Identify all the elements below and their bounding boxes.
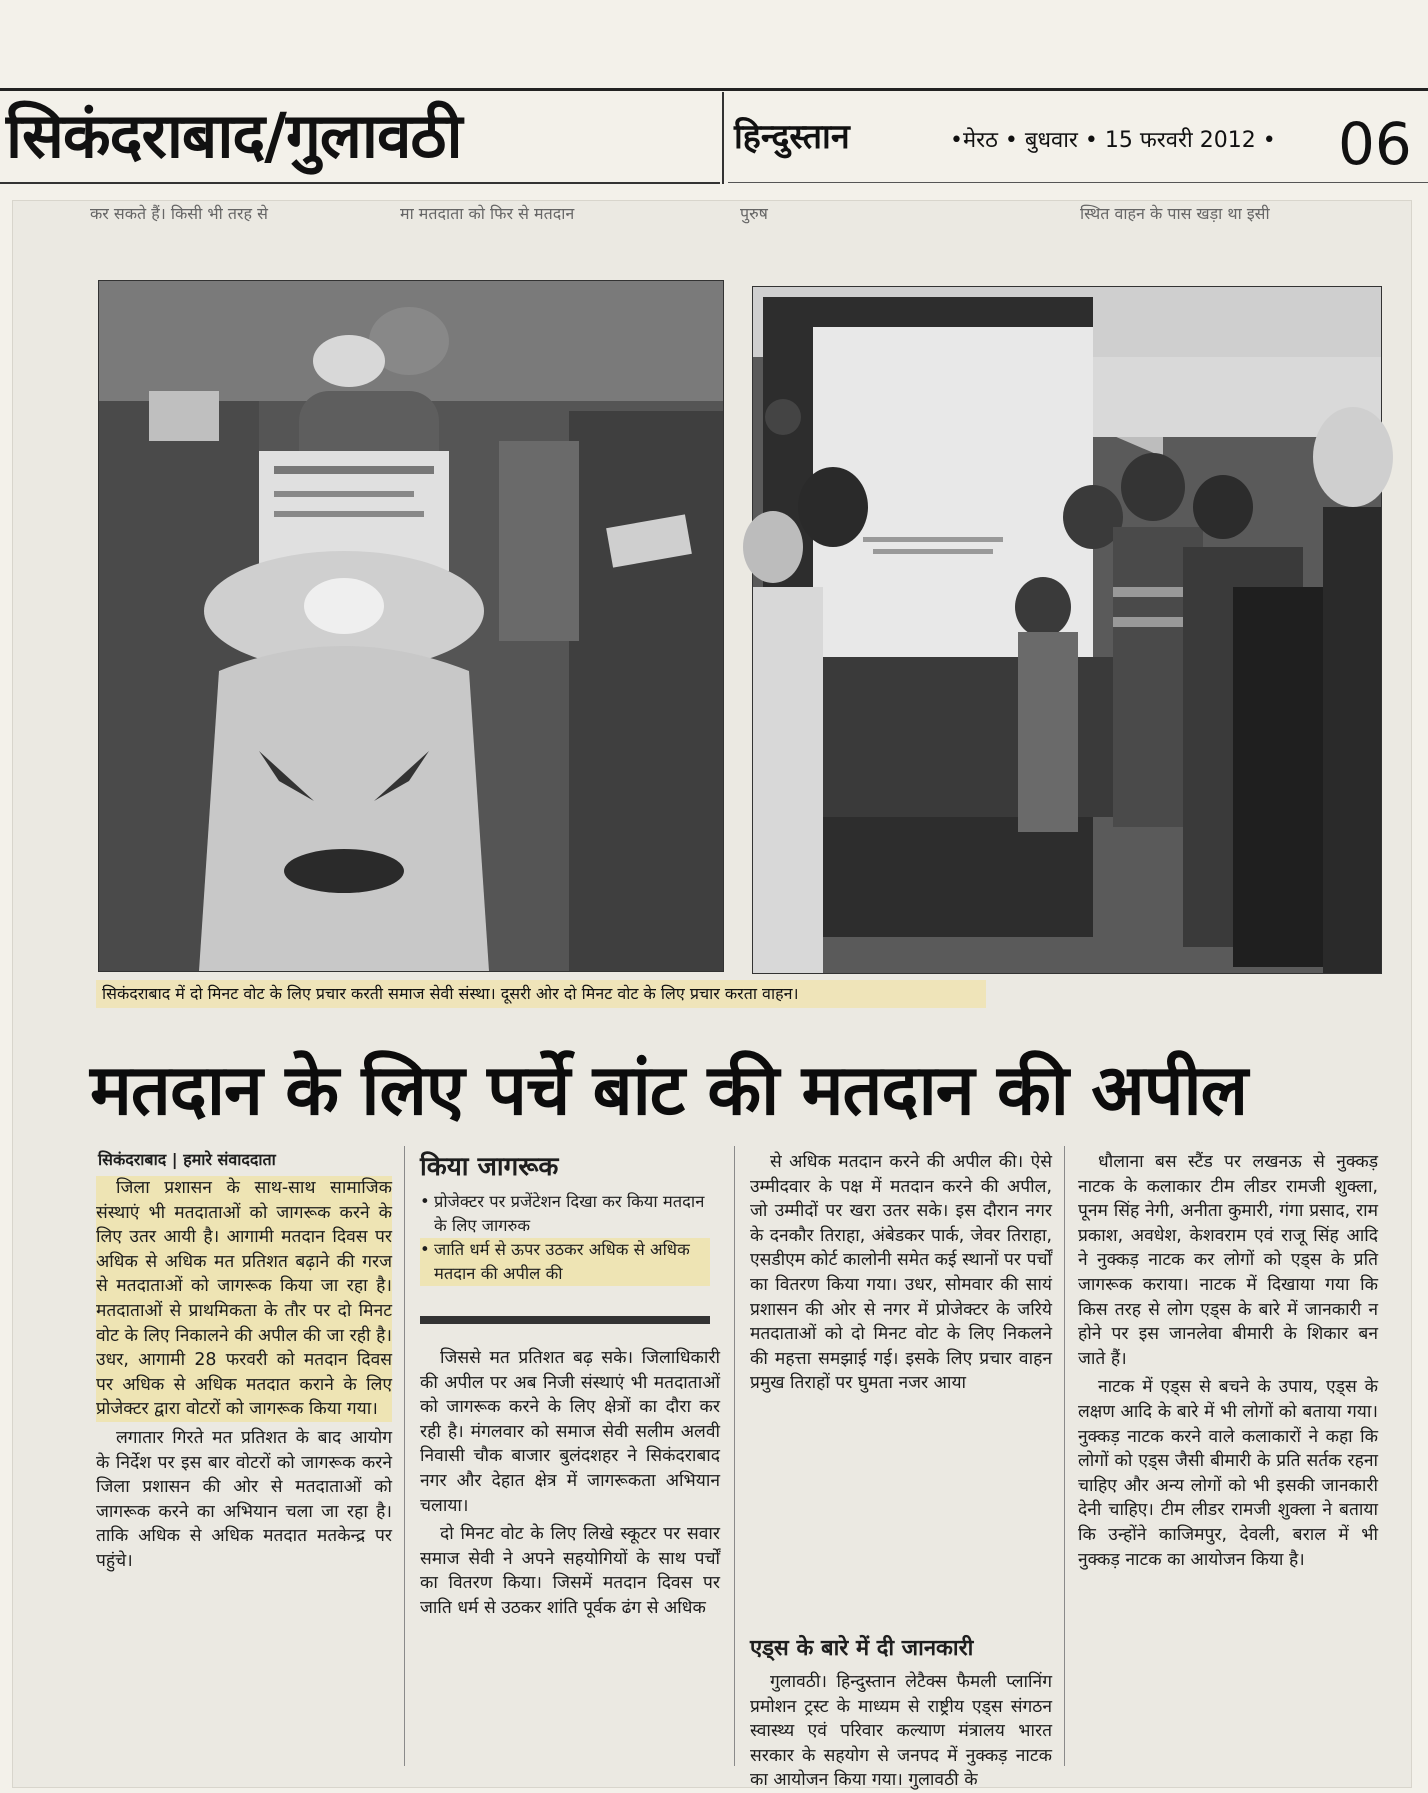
column-divider-2	[734, 1146, 735, 1766]
column-1	[96, 1176, 392, 1776]
photo-scooter-campaign	[98, 280, 724, 972]
col2-paragraph-2: दो मिनट वोट के लिए लिखे स्कूटर पर सवार समाज सेवी ने अपने सहयोगियों के साथ पर्चों का वितरण किया। जिसमें मतदान दिवस पर जाति धर्म से उठकर शांति पूर्वक ढंग से अधिक	[420, 1524, 720, 1618]
col1-paragraph-1: जिला प्रशासन के साथ-साथ सामाजिक संस्थाएं भी मतदाताओं को जागरूक करने के लिए उतर आयी है। आगामी मतदान दिवस पर अधिक से अधिक मत प्रतिशत बढ़ाने की गरज से मतदाताओं को जागरूक किया जा रहा है। मतदाताओं से प्राथमिकता के तौर पर दो मिनट वोट के लिए निकालने की अपील की जा रही है। उधर, आगामी 28 फरवरी को मतदान दिवस पर अधिक से अधिक मतदात कराने के लिए प्रोजेक्टर द्वारा वोटरों को जागरूक किया गया।	[96, 1176, 392, 1422]
bleed-text-left: कर सकते हैं। किसी भी तरह से	[90, 204, 268, 223]
sidebar-point: • जाति धर्म से ऊपर उठकर अधिक से अधिक मतदान की अपील की	[420, 1238, 710, 1286]
col4-paragraph-1: धौलाना बस स्टैंड पर लखनऊ से नुक्कड़ नाटक के कलाकार टीम लीडर रामजी शुक्ला, पूनम सिंह नेगी, अनीता कुमारी, गंगा प्रसाद, राम प्रकाश, अवधेश, केशवराम एवं राजू सिंह आदि ने नुक्कड़ नाटक कर लोगों को एड्स के प्रति जागरूक कराया। नाटक में दिखाया गया कि किस तरह से लोग एड्स के बारे में जानकारी न होने पर इस जानलेवा बीमारी के शिकार बन जाते हैं।	[1078, 1152, 1378, 1369]
col3-paragraph-2: गुलावठी। हिन्दुस्तान लेटैक्स फैमली प्लानिंग प्रमोशन ट्रस्ट के माध्यम से राष्ट्रीय एड्स संगठन स्वास्थ्य एवं परिवार कल्याण मंत्रालय भारत सरकार के सहयोग से जनपद में नुक्कड़ नाटक का आयोजन किया गया। गुलावठी के	[750, 1672, 1052, 1791]
column-3-lower	[750, 1670, 1052, 1791]
bleed-text-right: स्थित वाहन के पास खड़ा था इसी	[1080, 204, 1270, 223]
column-divider-1	[404, 1146, 405, 1766]
column-2	[420, 1346, 720, 1766]
column-4	[1078, 1150, 1378, 1770]
col2-paragraph-1: जिससे मत प्रतिशत बढ़ सके। जिलाधिकारी की अपील पर अब निजी संस्थाएं भी मतदाताओं को जागरूक करने के लिए क्षेत्रों का दौरा कर रही है। मंगलवार को समाज सेवी सलीम अलवी निवासी चौक बाजार बुलंदशहर ने सिकंदराबाद नगर और देहात क्षेत्र में जागरूकता अभियान चलाया।	[420, 1348, 720, 1516]
sidebar-bar	[420, 1316, 710, 1324]
col1-paragraph-2: लगातार गिरते मत प्रतिशत के बाद आयोग के निर्देश पर इस बार वोटरों को जागरूक करने जिला प्रशासन की ओर से मतदाताओं को जागरूक करने का अभियान चला जा रहा है। ताकि अधिक से अधिक मतदात मतकेन्द्र पर पहुंचे।	[96, 1427, 392, 1571]
column-3	[750, 1150, 1052, 1630]
edition-dateline: •मेरठ • बुधवार • 15 फरवरी 2012 •	[950, 128, 1276, 153]
story-dateline: सिकंदराबाद | हमारे संवाददाता	[98, 1150, 276, 1169]
photo-projector-vehicle	[752, 286, 1382, 974]
masthead-bottom-rule-right	[728, 182, 1428, 183]
sidebar-point: • प्रोजेक्टर पर प्रजेंटेशन दिखा कर किया मतदान के लिए जागरुक	[420, 1190, 710, 1238]
bleed-text-mid2: पुरुष	[740, 204, 768, 223]
col4-paragraph-2: नाटक में एड्स से बचने के उपाय, एड्स के लक्षण आदि के बारे में भी लोगों को बताया गया। नुक्कड़ नाटक करने वाले कलाकारों ने कहा कि लोगों को एड्स जैसी बीमारी के प्रति सर्तक रहना चाहिए और अन्य लोगों को भी इसकी जानकारी देनी चाहिए। टीम लीडर रामजी शुक्ला ने बताया कि उन्होंने काजिमपुर, देवली, बराल में भी नुक्कड़ नाटक का आयोजन किया है।	[1078, 1377, 1378, 1570]
masthead-top-rule	[0, 88, 1428, 91]
newspaper-name: हिन्दुस्तान	[734, 117, 850, 157]
headline: मतदान के लिए पर्चे बांट की मतदान की अपील	[90, 1049, 1248, 1131]
bleed-text-mid: मा मतदाता को फिर से मतदान	[400, 204, 575, 223]
page-number: 06	[1338, 110, 1412, 178]
adjacent-story-edge	[1414, 1040, 1428, 1640]
sidebar-points	[420, 1190, 710, 1286]
masthead-divider	[722, 92, 724, 184]
sidebar-box	[420, 1148, 710, 1324]
aids-subheading: एड्स के बारे में दी जानकारी	[750, 1636, 974, 1661]
section-title: सिकंदराबाद/गुलावठी	[6, 99, 462, 172]
photo-scooter-image	[99, 281, 723, 971]
photo-caption: सिकंदराबाद में दो मिनट वोट के लिए प्रचार करती समाज सेवी संस्था। दूसरी ओर दो मिनट वोट के लिए प्रचार करता वाहन।	[96, 980, 986, 1008]
photo-projector-image	[753, 287, 1381, 973]
sidebar-title: किया जागरूक	[420, 1152, 559, 1182]
col3-paragraph-1: से अधिक मतदान करने की अपील की। ऐसे उम्मीदवार के पक्ष में मतदान करने की अपील, जो उम्मीदों पर खरा उतर सके। इस दौरान नगर के दनकौर तिराहा, अंबेडकर पार्क, जेवर तिराहा, एसडीएम कोर्ट कालोनी समेत कई स्थानों पर पर्चों का वितरण किया गया। उधर, सोमवार की सायं प्रशासन की ओर से नगर में प्रोजेक्टर के जरिये मतदाताओं को दो मिनट वोट के लिए निकलने की महत्ता समझाई गई। इसके लिए प्रचार वाहन प्रमुख तिराहों पर घुमता नजर आया	[750, 1152, 1052, 1394]
masthead-bottom-rule	[0, 182, 720, 184]
column-divider-3	[1064, 1146, 1065, 1766]
